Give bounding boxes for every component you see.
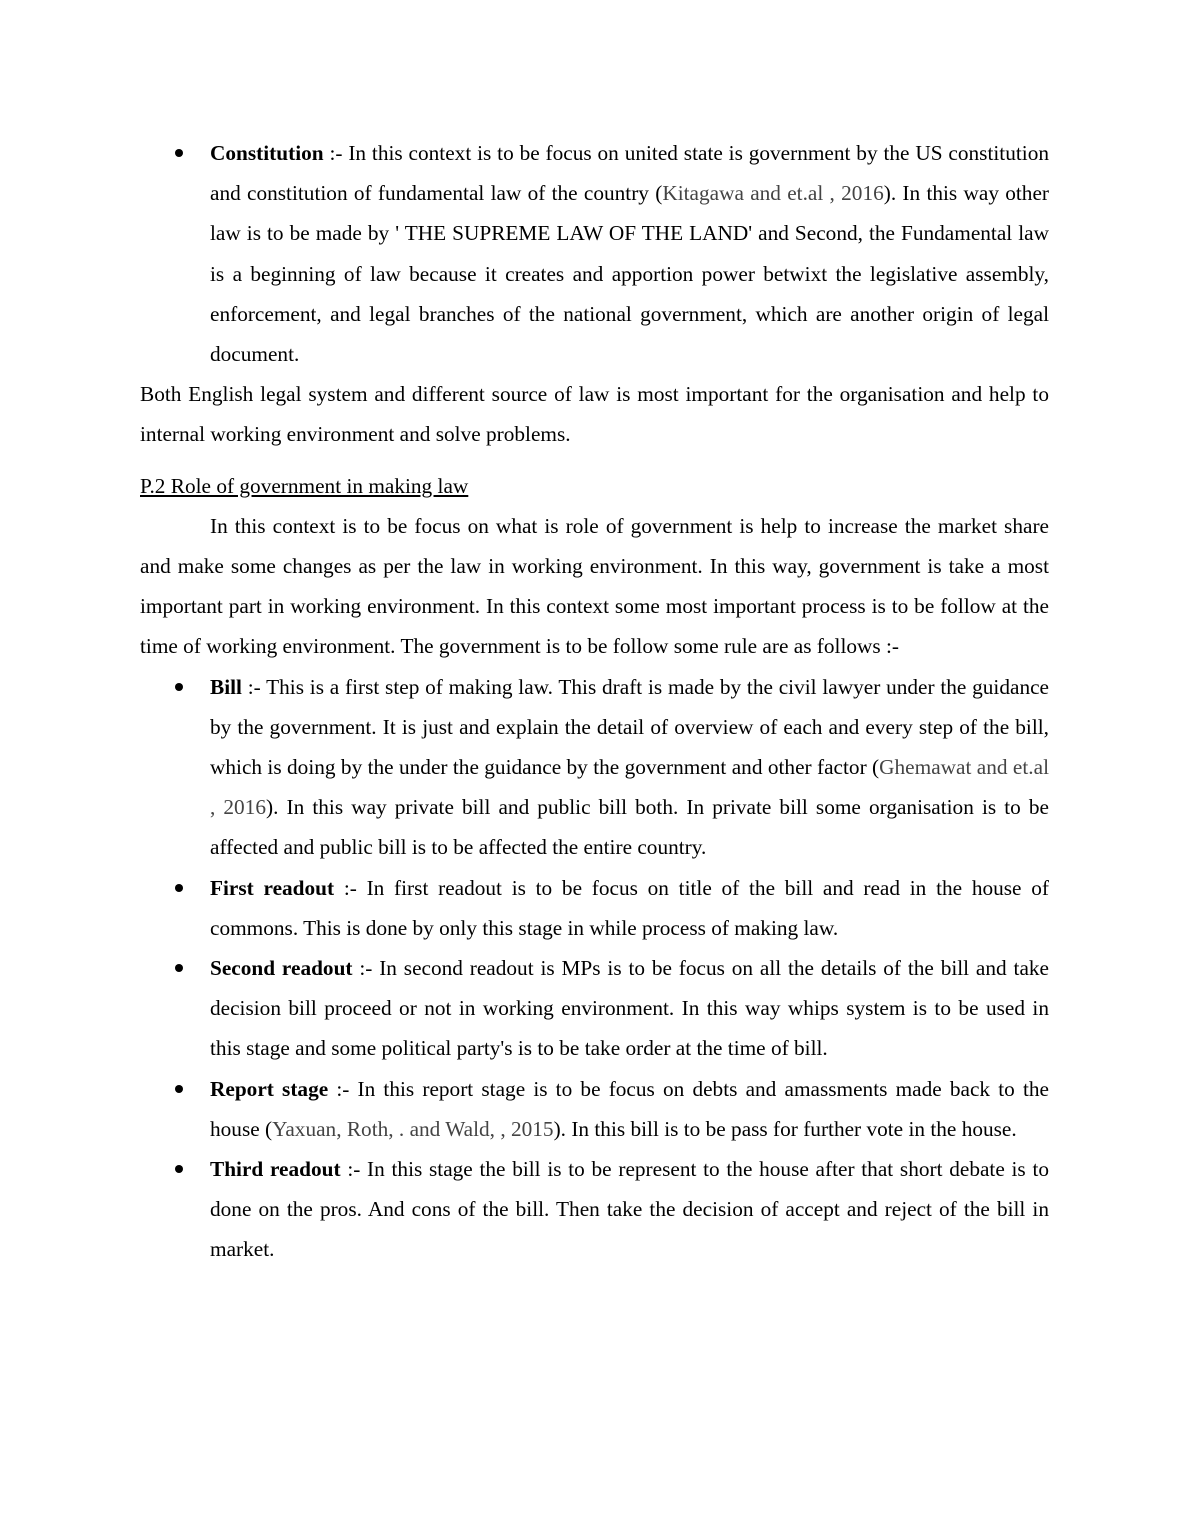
document-page (140, 133, 1049, 1270)
intro-paragraph: In this context is to be focus on what is role of government is help to increase the market share and make some changes as per the law in working environment. In this way, government is take a most important part in working environment. In this context some most important process is to be follow at the time of working environment. The government is to be follow some rule are as follows :- (140, 513, 1049, 659)
list-item-first-readout (140, 868, 1049, 948)
term-bill: Bill (210, 674, 242, 699)
bullet-icon (175, 884, 183, 892)
term-report-stage: Report stage (210, 1076, 329, 1101)
body-text: ). In this bill is to be pass for further vote in the house. (553, 1116, 1017, 1141)
term-third-readout: Third readout (210, 1157, 341, 1182)
body-text: :- This is a first step of making law. This draft is made by the civil lawyer under the guidance by the government. It is just and explain the detail of overview of each and every step of the bill, which is doing by the under the guidance by the government and other factor ( (210, 674, 1049, 780)
term-constitution: Constitution (210, 141, 324, 165)
bullet-icon (175, 149, 183, 157)
body-text: :- In this stage the bill is to be represent to the house after that short debate is to done on the pros. And cons of the bill. Then take the decision of accept and reject of the bill in market. (210, 1157, 1050, 1262)
section-heading: P.2 Role of government in making law (140, 473, 469, 498)
list-item-second-readout (140, 948, 1049, 1069)
list-item-third-readout (140, 1149, 1049, 1270)
bullet-icon (175, 1085, 183, 1093)
body-text: :- In this context is to be focus on united state is government by the US constitution and constitution of fundamental law of the country ( (210, 141, 1049, 206)
body-text: ). In this way private bill and public bill both. In private bill some organisation is to be affected and public bill is to be affected the entire country. (210, 795, 1049, 860)
term-first-readout: First readout (210, 875, 335, 900)
term-second-readout: Second readout (210, 956, 353, 981)
bullet-icon (175, 964, 183, 972)
list-item-report-stage (140, 1069, 1049, 1149)
body-text: :- In this report stage is to be focus on debts and amassments made back to the house ( (210, 1076, 1049, 1141)
body-text: :- In first readout is to be focus on title of the bill and read in the house of commons. This is done by only this stage in while process of making law. (210, 875, 1049, 940)
bullet-icon (175, 683, 183, 691)
citation: Yaxuan, Roth, . and Wald, , 2015 (272, 1116, 554, 1141)
list-item-constitution (140, 133, 1049, 374)
list-item-bill (140, 667, 1049, 868)
citation: Ghemawat and et.al , 2016 (210, 755, 1049, 820)
body-text: :- In second readout is MPs is to be focus on all the details of the bill and take decision bill proceed or not in working environment. In this way whips system is to be used in this stage and some political party's is to be take order at the time of bill. (210, 956, 1049, 1061)
citation: Kitagawa and et.al , 2016 (662, 181, 884, 206)
summary-paragraph: Both English legal system and different source of law is most important for the organisation and help to internal working environment and solve problems. (140, 382, 1049, 447)
bullet-icon (175, 1165, 183, 1173)
body-text: ). In this way other law is to be made by ' THE SUPREME LAW OF THE LAND' and Second, the Fundamental law is a beginning of law because it creates and apportion power betwixt the legislative assembly, enforcement, and legal branches of the national government, which are another origin of legal document. (210, 181, 1049, 367)
